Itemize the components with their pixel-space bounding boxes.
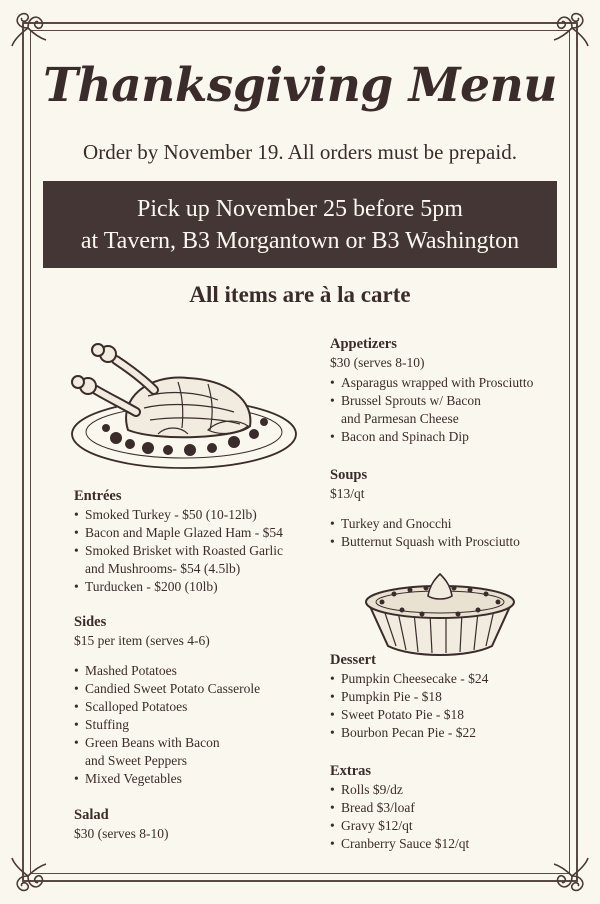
list-item: • Turkey and Gnocchi [330, 515, 570, 533]
appetizers-section [330, 335, 570, 446]
dessert-section [330, 651, 570, 742]
list-item: • Pumpkin Cheesecake - $24 [330, 670, 570, 688]
soups-section [330, 466, 570, 551]
flourish-corner-icon [6, 6, 50, 50]
extras-section [330, 762, 570, 853]
dessert-title: Dessert [330, 652, 376, 668]
soups-title: Soups [330, 467, 368, 483]
order-deadline-text: Order by November 19. All orders must be prepaid. [83, 140, 517, 164]
pickup-banner [43, 181, 557, 268]
list-item: • Turducken - $200 (10lb) [74, 578, 334, 596]
list-item: • Bourbon Pecan Pie - $22 [330, 724, 570, 742]
list-item: • Sweet Potato Pie - $18 [330, 706, 570, 724]
list-item: • Mashed Potatoes [74, 662, 334, 680]
list-item: • Pumpkin Pie - $18 [330, 688, 570, 706]
sides-list [74, 662, 334, 788]
page-title: Thanksgiving Menu [43, 58, 557, 113]
flourish-corner-icon [550, 6, 594, 50]
list-item: • Brussel Sprouts w/ Bacon and Parmesan Cheese [330, 392, 570, 428]
alacarte-heading: All items are à la carte [189, 282, 411, 307]
list-item: • Bacon and Maple Glazed Ham - $54 [74, 524, 334, 542]
list-item: • Candied Sweet Potato Casserole [74, 680, 334, 698]
list-item: • Rolls $9/dz [330, 781, 570, 799]
list-item: • Bacon and Spinach Dip [330, 428, 570, 446]
dessert-list [330, 670, 570, 742]
extras-title: Extras [330, 763, 372, 779]
salad-title: Salad [74, 807, 109, 823]
entrees-section [74, 487, 334, 596]
pickup-line-1: Pick up November 25 before 5pm [137, 196, 463, 222]
entrees-title: Entrées [74, 488, 122, 504]
sides-section [74, 613, 334, 788]
extras-list [330, 781, 570, 853]
list-item: • Mixed Vegetables [74, 770, 334, 788]
sides-price-note: $15 per item (serves 4-6) [74, 633, 210, 648]
list-item: • Scalloped Potatoes [74, 698, 334, 716]
list-item: • Butternut Squash with Prosciutto [330, 533, 570, 551]
list-item: • Smoked Brisket with Roasted Garlic and Mushrooms- $54 (4.5lb) [74, 542, 334, 578]
list-item: • Smoked Turkey - $50 (10-12lb) [74, 506, 334, 524]
appetizers-title: Appetizers [330, 336, 397, 352]
entrees-list [74, 506, 334, 596]
roast-turkey-illustration [58, 338, 298, 478]
sides-title: Sides [74, 614, 107, 630]
salad-price-note: $30 (serves 8-10) [74, 826, 169, 841]
soups-price-note: $13/qt [330, 486, 365, 501]
list-item: • Stuffing [74, 716, 334, 734]
salad-section [74, 806, 334, 845]
soups-list [330, 515, 570, 551]
list-item: • Asparagus wrapped with Prosciutto [330, 374, 570, 392]
list-item: • Bread $3/loaf [330, 799, 570, 817]
appetizers-list [330, 374, 570, 446]
appetizers-price-note: $30 (serves 8-10) [330, 355, 425, 370]
list-item: • Cranberry Sauce $12/qt [330, 835, 570, 853]
list-item: • Green Beans with Bacon and Sweet Peppers [74, 734, 334, 770]
pickup-line-2: at Tavern, B3 Morgantown or B3 Washington [80, 228, 520, 254]
flourish-corner-icon [550, 854, 594, 898]
list-item: • Gravy $12/qt [330, 817, 570, 835]
flourish-corner-icon [6, 854, 50, 898]
pie-illustration [362, 572, 518, 658]
